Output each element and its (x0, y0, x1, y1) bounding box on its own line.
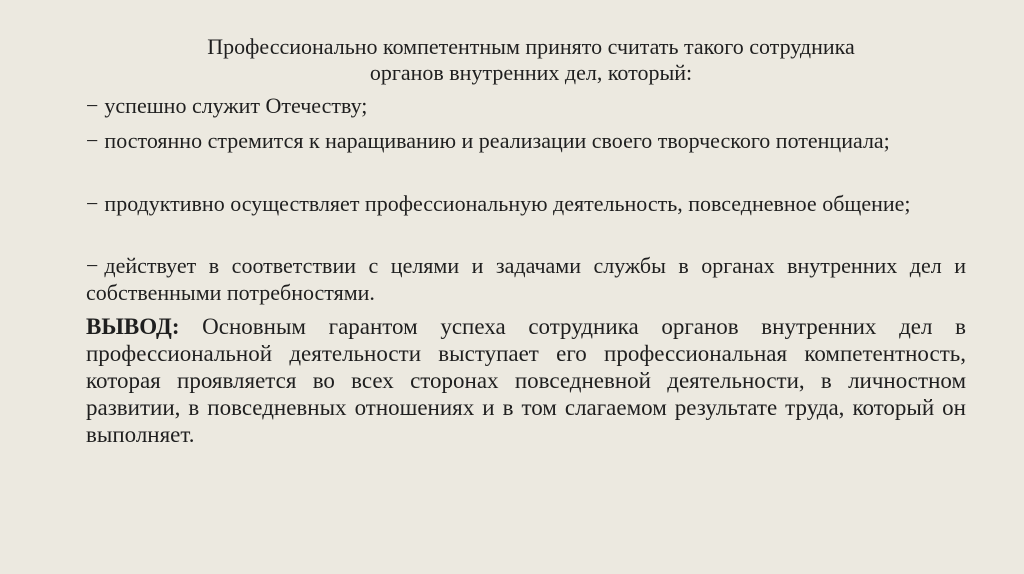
dash-bullet: − (86, 253, 99, 278)
conclusion-paragraph (86, 313, 966, 448)
slide-heading (96, 34, 966, 86)
list-item (86, 127, 966, 154)
list-item-text: успешно служит Отечеству; (104, 93, 368, 118)
dash-bullet: − (86, 93, 99, 118)
conclusion-text: Основным гарантом успеха сотрудника органов внутренних дел в профессиональной деятельности выступает его профессиональная компетентность, которая проявляется во всех сторонах повседневной деятельности, в личностном развитии, в повседневных отношениях и в том слагаемом результате труда, который он выполняет. (86, 314, 967, 447)
dash-bullet: − (86, 128, 99, 153)
list-item-text: продуктивно осуществляет профессиональную деятельность, повседневное общение; (104, 191, 911, 216)
list-item (86, 92, 966, 119)
dash-bullet: − (86, 191, 99, 216)
list-item-text: постоянно стремится к наращиванию и реализации своего творческого потенциала; (104, 128, 890, 153)
list-item (86, 190, 966, 217)
list-item (86, 252, 966, 306)
list-item-text: действует в соответствии с целями и задачами службы в органах внутренних дел и собственными потребностями. (86, 253, 966, 305)
heading-line-2: органов внутренних дел, который: (369, 60, 693, 85)
conclusion-label: ВЫВОД: (86, 314, 180, 339)
heading-line-1: Профессионально компетентным принято считать такого сотрудника (207, 34, 855, 59)
